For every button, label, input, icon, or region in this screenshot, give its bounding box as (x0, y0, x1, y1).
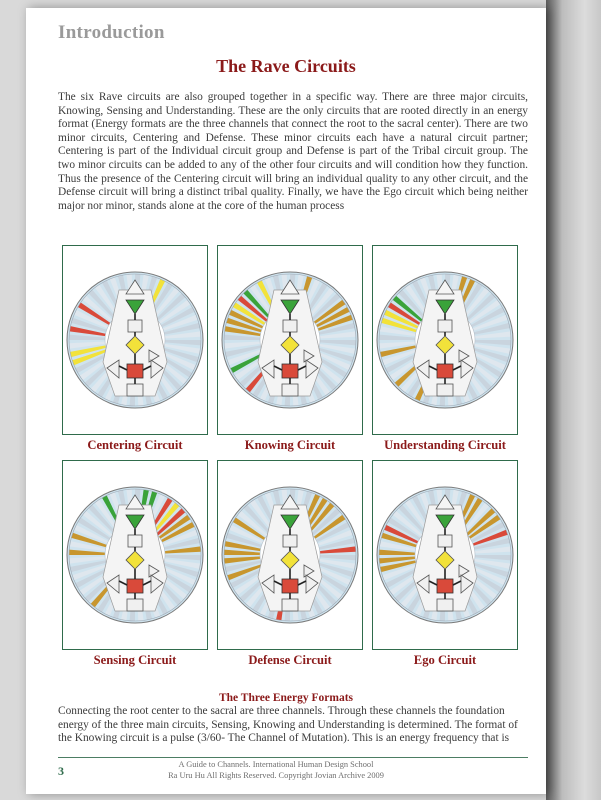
root-center (437, 384, 453, 396)
chart-cell-sensing (62, 460, 210, 665)
page-title: The Rave Circuits (216, 56, 356, 76)
intro-paragraph: The six Rave circuits are also grouped together in a specific way. There are three major circuits, Knowing, Sensing and Understanding. These are the only circuits that are rooted directly in an energy format (Energy formats are the three channels that connect the root to the sacral center). There are two minor circuits, Centering and Defense. These minor circuits each have a natural circuit partner; Centering is part of the Individual circuit group and Defense is part of the Tribal circuit group. The two minor circuits can be added to any of the other four circuits and will condition how they function. Thus the presence of the Centering circuit will bring an individual quality to any other circuit, and the Defense circuit will bring a distinct tribal quality. Finally, we have the Ego circuit which being neither major nor minor, stands alone at the core of the human process (58, 91, 528, 212)
throat-center (438, 535, 452, 547)
chart-cell-understanding (372, 245, 520, 450)
understanding-bodygraph-chart (372, 245, 518, 435)
root-center (127, 384, 143, 396)
defense-circuit-label: Defense Circuit (248, 653, 332, 667)
throat-center (283, 320, 297, 332)
footer-line-2: Ra Uru Hu All Rights Reserved. Copyright Jovian Archive 2009 (168, 770, 384, 780)
throat-center (438, 320, 452, 332)
sacral-center (282, 364, 298, 378)
throat-center (128, 320, 142, 332)
centering-rave-wheel (63, 246, 207, 434)
circuit-chart-grid (62, 245, 520, 675)
sacral-center (437, 364, 453, 378)
footer-credits (166, 760, 386, 781)
sensing-rave-wheel (63, 461, 207, 649)
centering-circuit-label: Centering Circuit (87, 438, 183, 452)
section-header: Introduction (58, 22, 165, 43)
ego-bodygraph-chart (372, 460, 518, 650)
centering-bodygraph-chart (62, 245, 208, 435)
sacral-center (437, 579, 453, 593)
chart-cell-ego (372, 460, 520, 665)
root-center (437, 599, 453, 611)
knowing-bodygraph-chart (217, 245, 363, 435)
page-number: 3 (58, 764, 64, 778)
knowing-circuit-label: Knowing Circuit (244, 438, 336, 452)
sacral-center (282, 579, 298, 593)
knowing-rave-wheel (218, 246, 362, 434)
understanding-rave-wheel (373, 246, 517, 434)
ego-circuit-label: Ego Circuit (413, 653, 477, 667)
throat-center (283, 535, 297, 547)
sensing-bodygraph-chart (62, 460, 208, 650)
chart-cell-knowing (217, 245, 365, 450)
root-center (282, 599, 298, 611)
energy-formats-paragraph: Connecting the root center to the sacral are three channels. Through these channels the foundation energy of the three main circuits, Sensing, Knowing and Understanding is determined. The format of the Knowing circuit is a pulse (3/60- The Channel of Mutation). This is an energy frequency that is (58, 705, 518, 745)
footer-line-1: A Guide to Channels. International Human Design School (178, 760, 374, 769)
understanding-circuit-label: Understanding Circuit (384, 438, 506, 452)
throat-center (128, 535, 142, 547)
ego-rave-wheel (373, 461, 517, 649)
root-center (127, 599, 143, 611)
sacral-center (127, 364, 143, 378)
sacral-center (127, 579, 143, 593)
sensing-circuit-label: Sensing Circuit (93, 653, 177, 667)
chart-cell-centering (62, 245, 210, 450)
energy-formats-heading: The Three Energy Formats (218, 692, 354, 704)
chart-cell-defense (217, 460, 365, 665)
root-center (282, 384, 298, 396)
footer-divider (58, 757, 528, 758)
defense-bodygraph-chart (217, 460, 363, 650)
document-page (26, 8, 546, 794)
defense-rave-wheel (218, 461, 362, 649)
page-edge-gradient (546, 0, 562, 800)
